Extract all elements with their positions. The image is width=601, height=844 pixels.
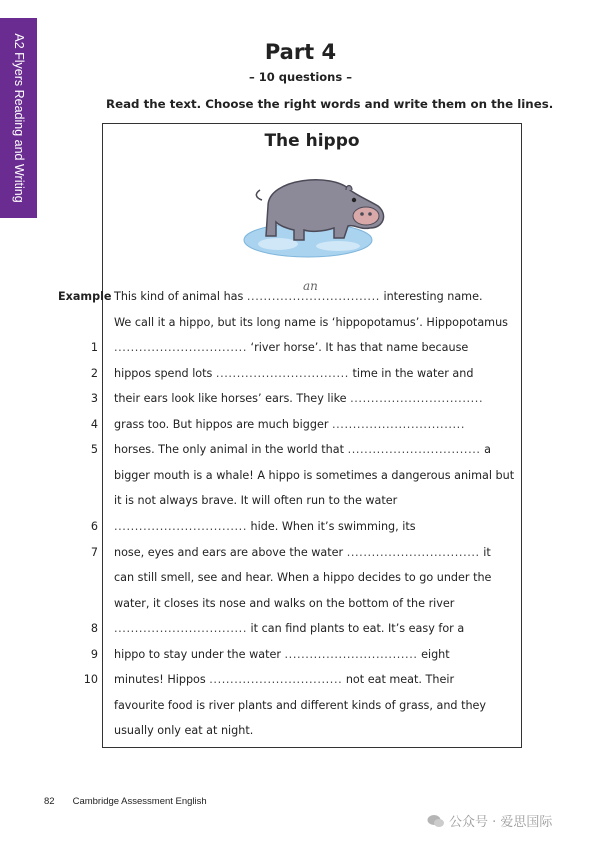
example-answer: an — [303, 279, 318, 293]
passage-line — [114, 696, 486, 716]
line-text: grass too. But hippos are much bigger — [114, 418, 332, 431]
line-text: ‘river horse’. It has that name because — [247, 341, 469, 354]
answer-blank[interactable]: ................................ — [346, 546, 480, 559]
line-text: hide. When it’s swimming, its — [247, 520, 416, 533]
answer-blank[interactable]: ................................ — [246, 290, 380, 303]
passage-line — [114, 670, 454, 690]
line-text: horses. The only animal in the world that — [114, 443, 348, 456]
question-number: 2 — [90, 367, 98, 380]
passage-line — [114, 543, 491, 563]
passage-line — [114, 415, 465, 435]
answer-blank[interactable]: ................................ — [114, 622, 247, 635]
watermark-text: 公众号 · 爱思国际 — [449, 815, 553, 830]
passage-line — [114, 466, 514, 486]
page-number: 82 — [44, 796, 55, 807]
footer — [44, 796, 207, 807]
question-number: 10 — [83, 673, 98, 686]
line-text: it can find plants to eat. It’s easy for a — [247, 622, 465, 635]
text-title: The hippo — [264, 131, 360, 151]
answer-blank[interactable]: ................................ — [284, 648, 418, 661]
line-text: usually only eat at night. — [114, 724, 254, 737]
passage-line — [114, 721, 253, 741]
passage-line — [114, 619, 464, 639]
answer-blank[interactable]: ................................ — [350, 392, 484, 405]
line-text: water, it closes its nose and walks on the bottom of the river — [114, 597, 455, 610]
answer-blank[interactable]: ................................ — [114, 341, 247, 354]
question-number: Example — [58, 290, 112, 303]
passage-line — [114, 568, 491, 588]
line-text: interesting name. — [379, 290, 483, 303]
question-number: 5 — [90, 443, 98, 456]
line-text: We call it a hippo, but its long name is ‘hippopotamus’. Hippopotamus — [114, 316, 508, 329]
line-text: nose, eyes and ears are above the water — [114, 546, 347, 559]
hippo-illustration — [238, 160, 388, 265]
question-number: 8 — [90, 622, 98, 635]
line-text: hippos spend lots — [114, 367, 216, 380]
answer-blank[interactable]: ................................ — [215, 367, 349, 380]
line-text: not eat meat. Their — [342, 673, 455, 686]
passage-line — [114, 389, 483, 409]
line-text: hippo to stay under the water — [114, 648, 285, 661]
line-text: a — [480, 443, 491, 456]
line-text: it — [479, 546, 491, 559]
line-text: their ears look like horses’ ears. They like — [114, 392, 351, 405]
line-text: time in the water and — [348, 367, 474, 380]
question-number: 1 — [90, 341, 98, 354]
passage-line — [114, 645, 450, 665]
question-number: 9 — [90, 648, 98, 661]
passage-line — [114, 491, 397, 511]
question-number: 6 — [90, 520, 98, 533]
question-count: – 10 questions – — [249, 70, 352, 84]
passage-line — [114, 338, 468, 358]
question-number: 7 — [90, 546, 98, 559]
answer-blank[interactable]: ................................ — [332, 418, 465, 431]
question-number: 3 — [90, 392, 98, 405]
publisher: Cambridge Assessment English — [72, 796, 207, 807]
passage-line — [114, 517, 416, 537]
line-text: bigger mouth is a whale! A hippo is sometimes a dangerous animal but — [114, 469, 515, 482]
passage-line — [114, 594, 454, 614]
instruction: Read the text. Choose the right words and write them on the lines. — [106, 97, 554, 111]
line-text: it is not always brave. It will often run to the water — [114, 494, 398, 507]
answer-blank[interactable]: ................................ — [347, 443, 481, 456]
wechat-icon — [427, 814, 445, 828]
watermark — [427, 811, 552, 830]
passage-line — [114, 364, 473, 384]
line-text: minutes! Hippos — [114, 673, 210, 686]
part-title: Part 4 — [264, 40, 337, 64]
line-text: eight — [417, 648, 450, 661]
passage-line — [114, 440, 491, 460]
line-text: favourite food is river plants and different kinds of grass, and they — [114, 699, 487, 712]
side-tab-label: A2 Flyers Reading and Writing — [11, 33, 26, 203]
answer-blank[interactable]: ................................ — [114, 520, 247, 533]
question-number: 4 — [90, 418, 98, 431]
passage-line — [114, 287, 483, 307]
line-text: can still smell, see and hear. When a hippo decides to go under the — [114, 571, 492, 584]
line-text: This kind of animal has — [114, 290, 247, 303]
answer-blank[interactable]: ................................ — [209, 673, 343, 686]
passage-line — [114, 313, 508, 333]
